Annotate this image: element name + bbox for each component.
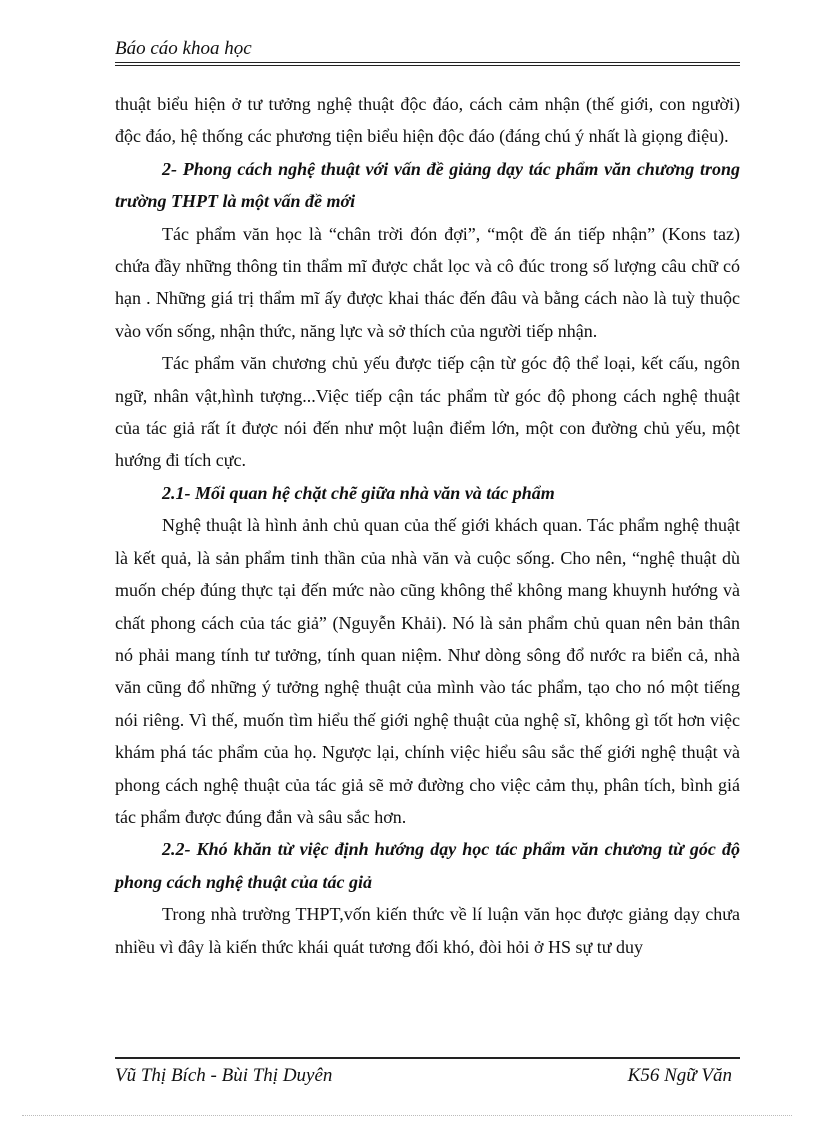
footer-class: K56 Ngữ Văn xyxy=(627,1065,732,1086)
footer-authors: Vũ Thị Bích - Bùi Thị Duyên xyxy=(115,1065,333,1086)
paragraph-difficulty: Trong nhà trường THPT,vốn kiến thức về lí luận văn học được giảng dạy chưa nhiều vì đây là kiến thức khái quát tương đối khó, đòi hỏi ở HS sự tư duy xyxy=(115,904,740,957)
section-heading-2-1: 2.1- Mối quan hệ chặt chẽ giữa nhà văn và tác phẩm xyxy=(162,482,555,503)
paragraph-approach: Tác phẩm văn chương chủ yếu được tiếp cận từ góc độ thể loại, kết cấu, ngôn ngữ, nhân vật,hình tượng...Việc tiếp cận tác phẩm từ góc độ phong cách nghệ thuật của tác giả rất ít được nói đến như một luận điểm lớn, một con đường chủ yếu, một hướng đi tích cực. xyxy=(115,353,740,471)
body-text xyxy=(115,88,740,963)
footer-rule xyxy=(115,1057,740,1059)
section-heading-2: 2- Phong cách nghệ thuật với vấn đề giảng dạy tác phẩm văn chương trong trường THPT là một vấn đề mới xyxy=(115,158,740,212)
paragraph-literary-work: Tác phẩm văn học là “chân trời đón đợi”, “một đề án tiếp nhận” (Kons taz) chứa đầy những thông tin thẩm mĩ được chắt lọc và cô đúc trong số lượng câu chữ có hạn . Những giá trị thẩm mĩ ấy được khai thác đến đâu và bằng cách nào là tuỳ thuộc vào vốn sống, nhận thức, năng lực và sở thích của người tiếp nhận. xyxy=(115,223,740,341)
paragraph-relationship: Nghệ thuật là hình ảnh chủ quan của thế giới khách quan. Tác phẩm nghệ thuật là kết quả, là sản phẩm tinh thần của nhà văn và cuộc sống. Cho nên, “nghệ thuật dù muốn chép đúng thực tại đến mức nào cũng không thể không mang khuynh hướng và chất phong cách của tác giả” (Nguyễn Khải). Nó là sản phẩm chủ quan nên bản thân nó phải mang tính tư tưởng, tính quan niệm. Như dòng sông đổ nước ra biển cả, nhà văn cũng đổ những ý tưởng nghệ thuật của mình vào tác phẩm, tạo cho nó một tiếng nói riêng. Vì thế, muốn tìm hiểu thế giới nghệ thuật của nghệ sĩ, không gì tốt hơn việc khám phá tác phẩm của họ. Ngược lại, chính việc hiểu sâu sắc thế giới nghệ thuật và phong cách nghệ thuật của tác giả sẽ mở đường cho việc cảm thụ, phân tích, bình giá tác phẩm được đúng đắn và sâu sắc hơn. xyxy=(115,515,740,827)
header-rule xyxy=(115,62,740,66)
paragraph-continued: thuật biểu hiện ở tư tưởng nghệ thuật độc đáo, cách cảm nhận (thế giới, con người) độc đáo, hệ thống các phương tiện biểu hiện độc đáo (đáng chú ý nhất là giọng điệu). xyxy=(115,94,740,147)
section-heading-2-2: 2.2- Khó khăn từ việc định hướng dạy học tác phẩm văn chương từ góc độ phong cách nghệ thuật của tác giả xyxy=(115,839,740,892)
running-header: Báo cáo khoa học xyxy=(115,38,252,59)
page-bottom-border xyxy=(22,1115,792,1116)
